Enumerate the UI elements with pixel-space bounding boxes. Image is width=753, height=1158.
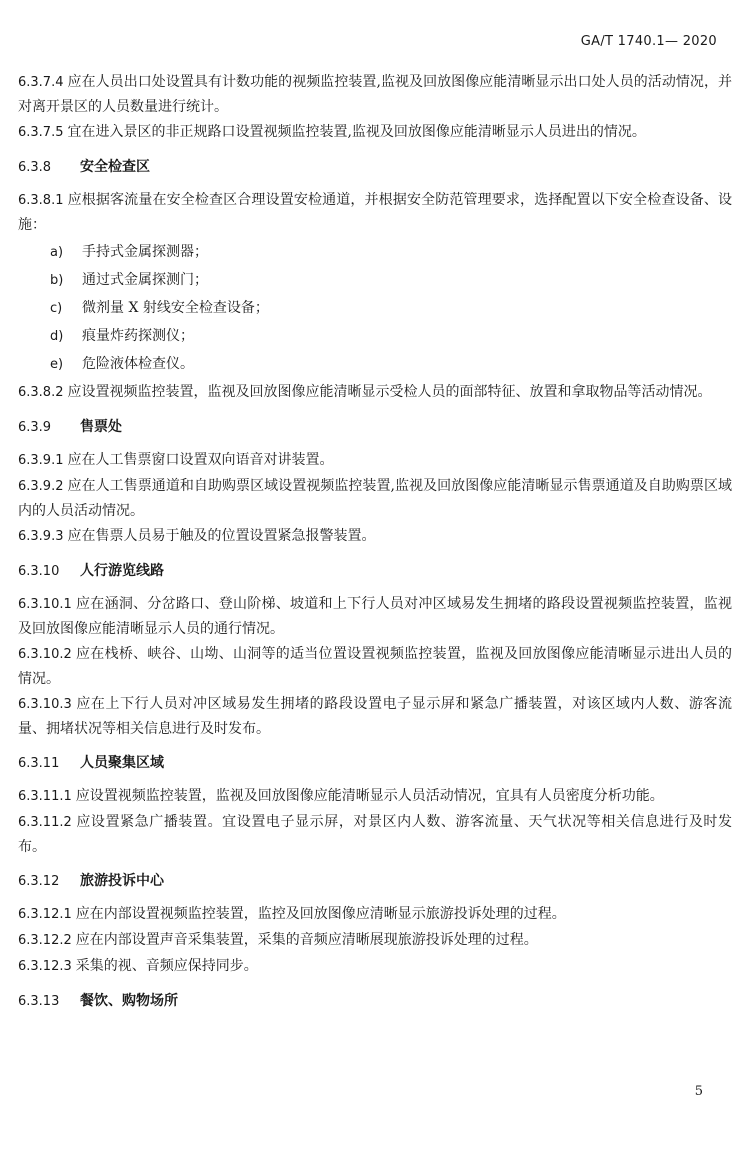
clause-text: 应在内部设置视频监控装置，监控及回放图像应清晰显示旅游投诉处理的过程。 [75, 906, 566, 922]
list-text: 危险液体检查仪。 [82, 356, 194, 372]
section-heading [18, 751, 732, 776]
clause-paragraph [18, 592, 732, 641]
clause-number: 6.3.9.1 [18, 453, 64, 468]
clause-number: 6.3.8.1 [18, 193, 64, 208]
clause-paragraph [18, 692, 732, 741]
clause-text: 应设置视频监控装置，监视及回放图像应能清晰显示人员活动情况，宜具有人员密度分析功能。 [75, 788, 664, 804]
clause-number: 6.3.12.3 [18, 959, 72, 974]
list-item [18, 324, 732, 349]
clause-text: 应设置紧急广播装置。宜设置电子显示屏，对景区内人数、游客流量、天气状况等相关信息进行及时发布。 [18, 814, 732, 855]
clause-paragraph [18, 120, 732, 145]
clause-text: 应在人员出口处设置具有计数功能的视频监控装置,监视及回放图像应能清晰显示出口处人员的活动情况，并对离开景区的人员数量进行统计。 [18, 74, 732, 115]
clause-text: 应根据客流量在安全检查区合理设置安检通道，并根据安全防范管理要求，选择配置以下安全检查设备、设施： [18, 192, 732, 233]
clause-text: 应在人工售票通道和自助购票区域设置视频监控装置,监视及回放图像应能清晰显示售票通道及自助购票区域内的人员活动情况。 [18, 478, 732, 519]
clause-number: 6.3.11.2 [18, 815, 72, 830]
clause-number: 6.3.12.2 [18, 933, 72, 948]
clause-number: 6.3.9.2 [18, 479, 64, 494]
clause-paragraph [18, 474, 732, 523]
clause-number: 6.3.7.4 [18, 75, 64, 90]
clause-number: 6.3.12.1 [18, 907, 72, 922]
equipment-list [18, 240, 732, 377]
clause-paragraph [18, 928, 732, 953]
list-text: 手持式金属探测器； [82, 244, 208, 260]
document-body [18, 70, 732, 1022]
clause-text: 宜在进入景区的非正规路口设置视频监控装置,监视及回放图像应能清晰显示人员进出的情况。 [67, 124, 646, 140]
clause-paragraph [18, 188, 732, 237]
clause-paragraph [18, 70, 732, 119]
clause-paragraph [18, 380, 732, 405]
section-title: 人行游览线路 [80, 563, 164, 579]
clause-text: 应在内部设置声音采集装置，采集的音频应清晰展现旅游投诉处理的过程。 [75, 932, 538, 948]
section-title: 旅游投诉中心 [80, 873, 164, 889]
clause-text: 应在人工售票窗口设置双向语音对讲装置。 [67, 452, 334, 468]
clause-number: 6.3.11.1 [18, 789, 72, 804]
list-item [18, 352, 732, 377]
clause-number: 6.3.10.2 [18, 647, 72, 662]
section-title: 人员聚集区域 [80, 755, 164, 771]
section-heading [18, 415, 732, 440]
clause-paragraph [18, 810, 732, 859]
clause-text: 应在涵洞、分岔路口、登山阶梯、坡道和上下行人员对冲区域易发生拥堵的路段设置视频监控装置，监视及回放图像应能清晰显示人员的通行情况。 [18, 596, 732, 637]
clause-paragraph [18, 954, 732, 979]
clause-number: 6.3.9.3 [18, 529, 64, 544]
clause-text: 应在上下行人员对冲区域易发生拥堵的路段设置电子显示屏和紧急广播装置，对该区域内人数、游客流量、拥堵状况等相关信息进行及时发布。 [18, 696, 732, 737]
clause-paragraph [18, 642, 732, 691]
list-text: 通过式金属探测门； [82, 272, 208, 288]
list-marker: d) [50, 329, 64, 344]
clause-paragraph [18, 448, 732, 473]
section-heading [18, 559, 732, 584]
section-number: 6.3.9 [18, 420, 52, 435]
section-title: 餐饮、购物场所 [80, 993, 178, 1009]
section-heading [18, 869, 732, 894]
clause-text: 应设置视频监控装置，监视及回放图像应能清晰显示受检人员的面部特征、放置和拿取物品等活动情况。 [67, 384, 712, 400]
page-number: 5 [694, 1084, 703, 1099]
section-number: 6.3.11 [18, 756, 60, 771]
clause-paragraph [18, 902, 732, 927]
section-number: 6.3.13 [18, 994, 60, 1009]
clause-paragraph [18, 524, 732, 549]
list-text: 微剂量 X 射线安全检查设备； [82, 300, 269, 316]
section-number: 6.3.10 [18, 564, 60, 579]
section-number: 6.3.12 [18, 874, 60, 889]
clause-text: 应在售票人员易于触及的位置设置紧急报警装置。 [67, 528, 376, 544]
list-marker: e) [50, 357, 64, 372]
section-title: 售票处 [80, 419, 122, 435]
document-code: GA/T 1740.1— 2020 [580, 34, 717, 49]
list-text: 痕量炸药探测仪； [82, 328, 194, 344]
list-item [18, 240, 732, 265]
clause-number: 6.3.8.2 [18, 385, 64, 400]
clause-text: 采集的视、音频应保持同步。 [75, 958, 258, 974]
list-marker: c) [50, 301, 63, 316]
clause-text: 应在栈桥、峡谷、山坳、山洞等的适当位置设置视频监控装置，监视及回放图像应能清晰显示进出人员的情况。 [18, 646, 732, 687]
list-marker: a) [50, 245, 64, 260]
section-heading [18, 989, 732, 1014]
clause-number: 6.3.10.3 [18, 697, 72, 712]
section-number: 6.3.8 [18, 160, 52, 175]
section-title: 安全检查区 [80, 159, 150, 175]
list-item [18, 268, 732, 293]
clause-number: 6.3.10.1 [18, 597, 72, 612]
clause-paragraph [18, 784, 732, 809]
clause-number: 6.3.7.5 [18, 125, 64, 140]
list-marker: b) [50, 273, 64, 288]
section-heading [18, 155, 732, 180]
list-item [18, 296, 732, 321]
